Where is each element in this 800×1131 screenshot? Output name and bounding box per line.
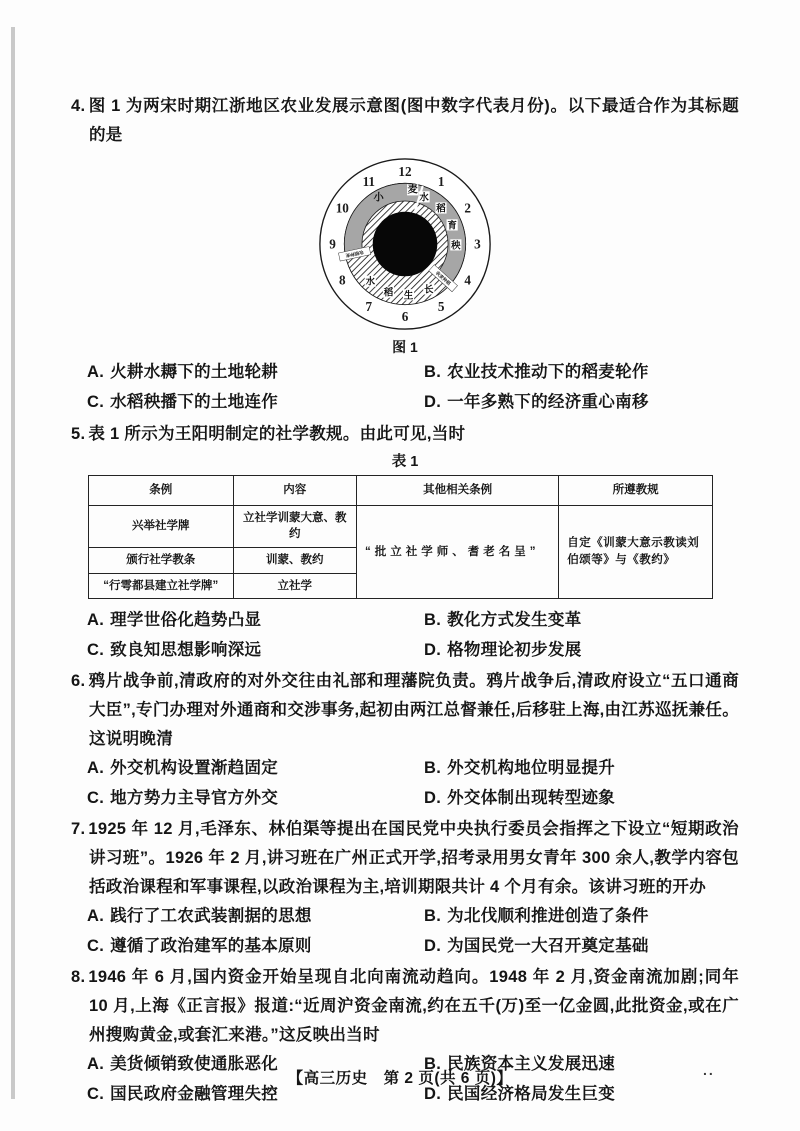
page-footer: 【高三历史 第 2 页(共 6 页)】 [287, 1070, 513, 1087]
question-text: 表 1 所示为王阳明制定的社学教规。由此可见,当时 [88, 425, 466, 443]
month-8: 8 [338, 272, 346, 288]
option-c: C. 地方势力主导官方外交 [87, 788, 279, 807]
seedling-label-char-3: 育 [447, 219, 457, 231]
option-d: D. 外交体制出现转型迹象 [424, 788, 616, 807]
month-9: 9 [329, 236, 336, 252]
month-10: 10 [335, 200, 349, 216]
figure-1-caption: 图 1 [392, 339, 418, 355]
question-7-stem [71, 815, 739, 902]
month-3: 3 [474, 236, 481, 252]
option-c: C. 国民政府金融管理失控 [87, 1084, 279, 1103]
seedling-label-char-1: 水 [419, 191, 429, 203]
question-8-stem [71, 963, 739, 1050]
question-6-stem [71, 667, 739, 754]
header-tiaoli: 条例 [89, 476, 234, 506]
month-6: 6 [401, 308, 409, 324]
exam-page-content [71, 0, 739, 1109]
header-neirong: 内容 [233, 476, 356, 506]
question-text: 1925 年 12 月,毛泽东、林伯渠等提出在国民党中央执行委员会指挥之下设立“短期政治讲习班”。1926 年 2 月,讲习班在广州正式开学,招考录用男女青年 300 余人,教学内容包括政治课程和军事课程,以政治课程为主,培训期限共计 4 个月有余。该讲习班的开办 [88, 820, 739, 897]
cell-item: “行雩都县建立社学牌” [89, 573, 234, 599]
question-text: 鸦片战争前,清政府的对外交往由礼部和理藩院负责。鸦片战争后,清政府设立“五口通商大臣”,专门办理对外通商和交涉事务,起初由两江总督兼任,后移驻上海,由江苏巡抚兼任。这说明晚清 [88, 672, 739, 749]
svg-text:收麦种稻: 收麦种稻 [434, 270, 452, 287]
footer-dots: .. [703, 1062, 715, 1078]
month-1: 1 [437, 173, 445, 189]
growth-label-char-3: 生 [403, 289, 414, 301]
question-text: 图 1 为两宋时期江浙地区农业发展示意图(图中数字代表月份)。以下最适合作为其标题的是 [88, 97, 739, 144]
question-6-options [71, 754, 739, 813]
option-b: B. 为北伐顺利推进创造了条件 [424, 907, 649, 926]
header-related: 其他相关条例 [356, 476, 558, 506]
seedling-label-char-4: 秧 [451, 239, 461, 251]
question-5-stem [71, 420, 739, 449]
cell-rules-merged: 自定《训蒙大意示教读刘伯颂等》与《教约》 [559, 505, 713, 599]
question-5-options [71, 606, 739, 665]
month-4: 4 [464, 272, 472, 288]
option-b: B. 农业技术推动下的稻麦轮作 [424, 363, 649, 381]
month-12: 12 [398, 164, 412, 180]
question-number: 6. [71, 672, 86, 691]
option-a: A. 火耕水耨下的土地轮耕 [87, 363, 279, 381]
figure-1 [71, 154, 739, 355]
question-4-options [71, 358, 739, 417]
scan-edge-line [11, 27, 15, 1099]
option-c: C. 致良知思想影响深远 [87, 640, 262, 659]
wheat-label-char-2: 麦 [407, 184, 418, 196]
month-7: 7 [365, 299, 373, 315]
cell-content: 立社学 [233, 573, 356, 599]
header-rules: 所遵教规 [559, 476, 713, 506]
option-a: A. 美货倾销致使通胀恶化 [87, 1055, 279, 1074]
growth-label-char-2: 稻 [383, 286, 394, 298]
option-d: D. 为国民党一大召开奠定基础 [424, 936, 649, 955]
option-c: C. 遵循了政治建军的基本原则 [87, 936, 312, 955]
center-disc [373, 212, 438, 277]
cell-related-merged: “批立社学师、耆老名呈” [356, 505, 558, 599]
option-b: B. 教化方式发生变革 [424, 611, 582, 630]
option-a: A. 践行了工农武装割据的思想 [87, 907, 312, 926]
month-11: 11 [362, 173, 376, 189]
question-number: 8. [71, 968, 86, 987]
cell-item: 兴举社学牌 [89, 505, 234, 547]
cell-item: 颁行社学教条 [89, 548, 234, 574]
growth-label-char-1: 水 [365, 275, 375, 287]
growth-label-char-4: 长 [424, 283, 434, 295]
option-b: B. 外交机构地位明显提升 [424, 759, 616, 778]
question-number: 5. [71, 425, 86, 443]
option-b: B. 民族资本主义发展迅速 [424, 1055, 616, 1074]
question-4-stem [71, 92, 739, 150]
table-row [89, 505, 713, 547]
question-text: 1946 年 6 月,国内资金开始呈现自北向南流动趋向。1948 年 2 月,资金南流加剧;同年 10 月,上海《正言报》报道:“近周沪资金南流,约在五千(万)至一亿金圆,此批资金,或在广州搜购黄金,或套汇来港。”这反映出当时 [88, 968, 739, 1045]
table-1-title: 表 1 [391, 454, 419, 470]
option-d: D. 格物理论初步发展 [424, 640, 582, 659]
table-header-row [89, 476, 713, 506]
question-number: 4. [71, 97, 86, 115]
crop-rotation-diagram [295, 154, 515, 334]
table-1 [88, 475, 713, 599]
question-number: 7. [71, 820, 86, 839]
month-2: 2 [464, 200, 472, 216]
option-d: D. 民国经济格局发生巨变 [424, 1084, 616, 1103]
option-c: C. 水稻秧播下的土地连作 [87, 392, 279, 411]
svg-text:收稻种麦: 收稻种麦 [345, 249, 364, 259]
option-d: D. 一年多熟下的经济重心南移 [424, 392, 649, 411]
option-a: A. 理学世俗化趋势凸显 [87, 611, 262, 630]
cell-content: 立社学训蒙大意、教约 [233, 505, 356, 547]
cell-content: 训蒙、教约 [233, 548, 356, 574]
option-a: A. 外交机构设置渐趋固定 [87, 759, 279, 778]
wheat-label-char-1: 小 [373, 192, 384, 204]
month-5: 5 [437, 299, 445, 315]
question-7-options [71, 902, 739, 961]
seedling-label-char-2: 稻 [436, 202, 446, 214]
